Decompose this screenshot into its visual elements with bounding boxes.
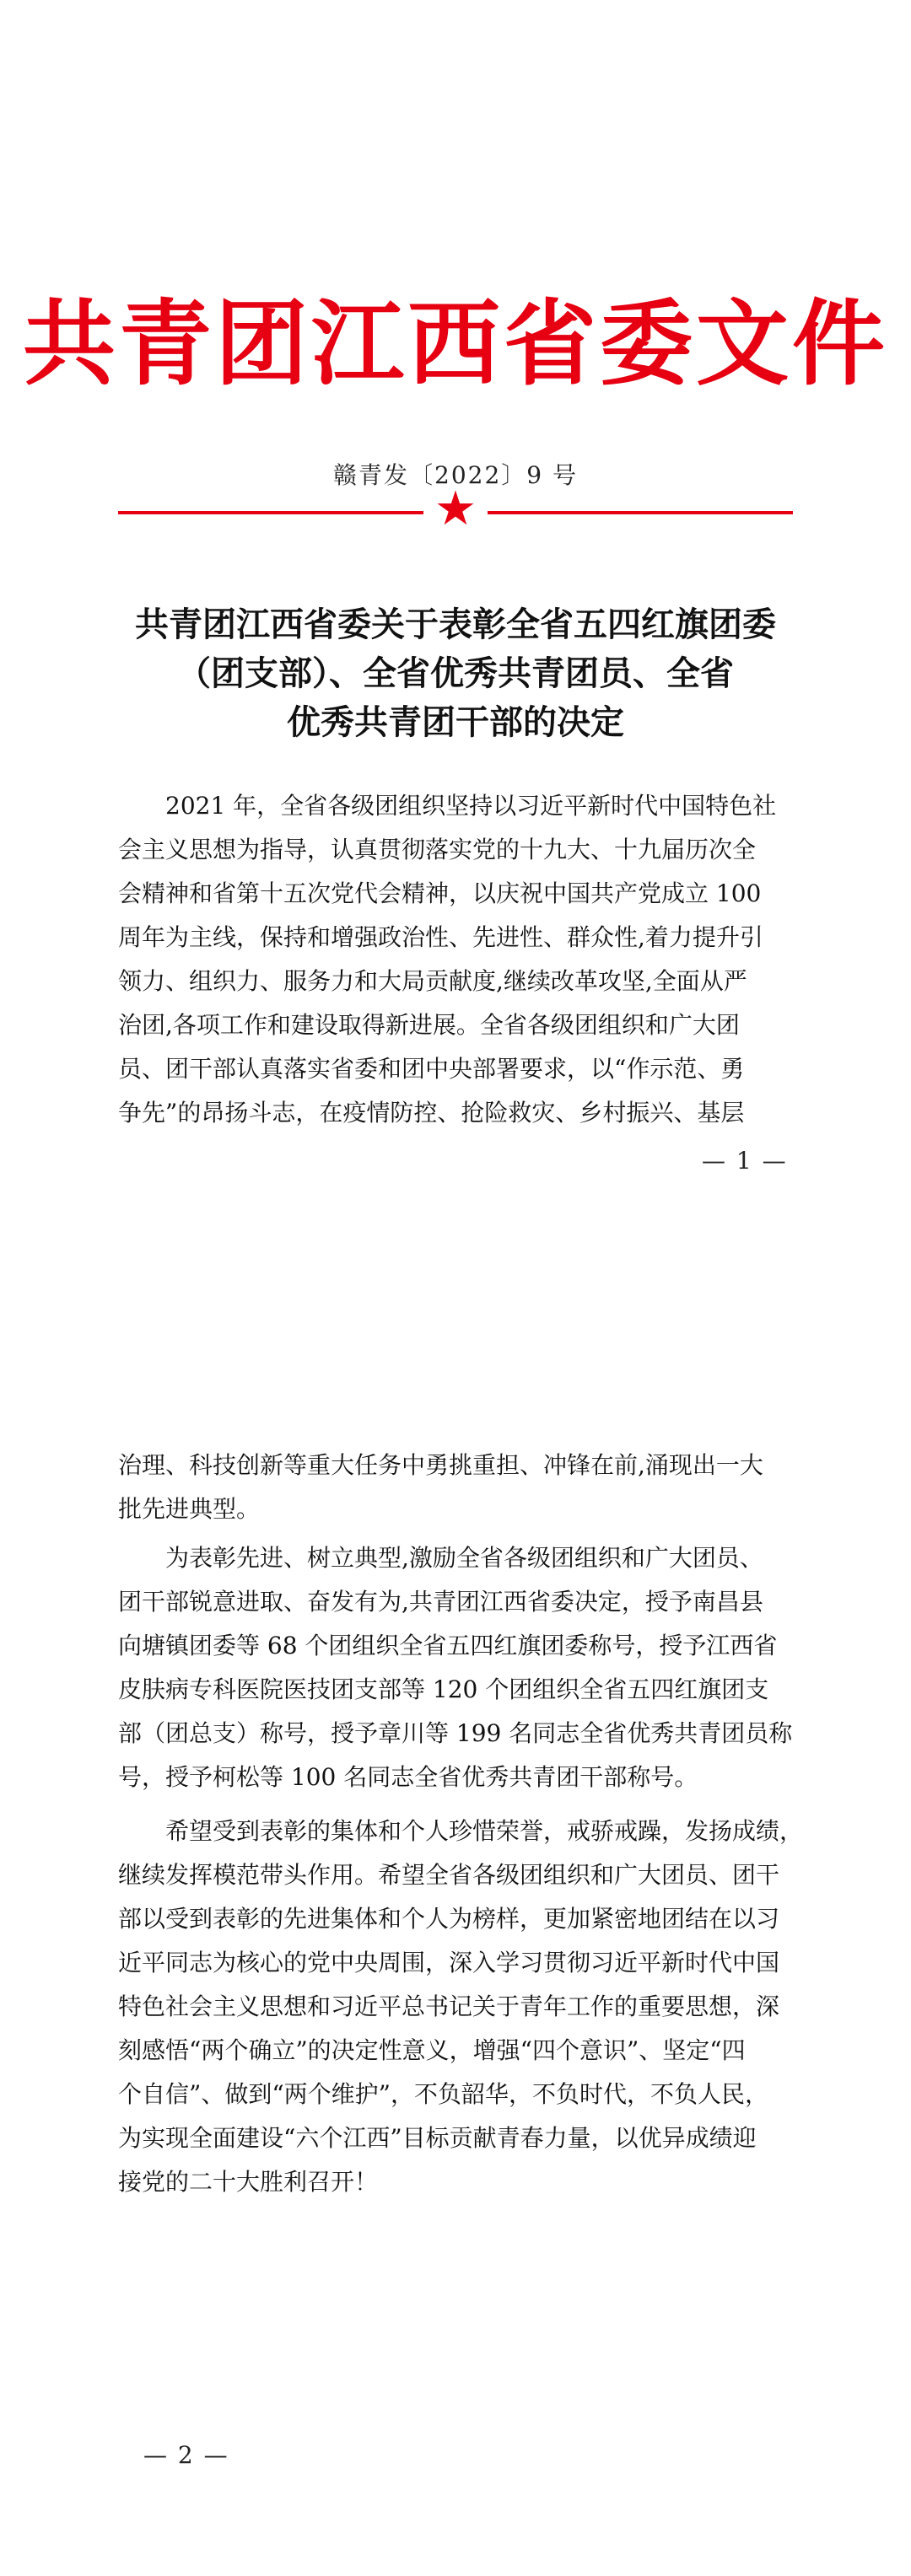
red-rule-right [488,511,793,514]
text-line: 皮肤病专科医院医技团支部等 120 个团组织全省五四红旗团支 [118,1675,769,1703]
text-line: 会主义思想为指导，认真贯彻落实党的十九大、十九届历次全 [118,836,757,863]
text-line: 2021 年，全省各级团组织坚持以习近平新时代中国特色社 [165,792,777,820]
document-number: 赣青发〔2022〕9 号 [333,461,578,489]
document-title [118,600,793,747]
text-line: 部以受到表彰的先进集体和个人为榜样，更加紧密地团结在以习 [118,1905,780,1933]
text-line: 争先”的昂扬斗志，在疫情防控、抢险救灾、乡村振兴、基层 [118,1099,745,1127]
text-line: 向塘镇团委等 68 个团组织全省五四红旗团委称号，授予江西省 [118,1632,778,1659]
text-line: 部（团总支）称号，授予章川等 199 名同志全省优秀共青团员称 [118,1719,793,1747]
text-line: 会精神和省第十五次党代会精神，以庆祝中国共产党成立 100 [118,879,762,907]
title-line: 共青团江西省委关于表彰全省五四红旗团委 [135,605,776,644]
text-line: 领力、组织力、服务力和大局贡献度,继续改革攻坚,全面从严 [118,967,747,995]
page-number: — 1 — [702,1147,788,1175]
text-line: 周年为主线，保持和增强政治性、先进性、群众性,着力提升引 [118,923,763,951]
text-line: 号，授予柯松等 100 名同志全省优秀共青团干部称号。 [118,1763,698,1791]
text-line: 为实现全面建设“六个江西”目标贡献青春力量，以优异成绩迎 [118,2124,757,2152]
page-number: — 2 — [143,2441,229,2469]
body-paragraph-page1 [118,784,793,1135]
text-line: 希望受到表彰的集体和个人珍惜荣誉，戒骄戒躁，发扬成绩， [165,1817,804,1845]
text-line: 治理、科技创新等重大任务中勇挑重担、冲锋在前,涌现出一大 [118,1451,763,1479]
text-line: 接党的二十大胜利召开！ [118,2168,379,2196]
masthead: 共青团江西省委文件 [23,289,888,398]
text-line: 批先进典型。 [118,1495,261,1523]
text-line: 近平同志为核心的党中央周围，深入学习贯彻习近平新时代中国 [118,1949,780,1976]
star-icon: ★ [434,481,477,536]
title-line: （团支部）、全省优秀共青团员、全省 [177,653,734,693]
red-rule-left [118,511,423,514]
text-line: 员、团干部认真落实省委和团中央部署要求，以“作示范、勇 [118,1055,745,1083]
title-line: 优秀共青团干部的决定 [287,702,624,742]
body-paragraph-award [118,1536,793,1799]
text-line: 特色社会主义思想和习近平总书记关于青年工作的重要思想，深 [118,1993,780,2020]
text-line: 治团,各项工作和建设取得新进展。全省各级团组织和广大团 [118,1011,740,1039]
text-line: 为表彰先进、树立典型,激励全省各级团组织和广大团员、 [165,1544,763,1572]
text-line: 继续发挥模范带头作用。希望全省各级团组织和广大团员、团干 [118,1861,780,1889]
body-paragraph-hope [118,1810,804,2204]
body-paragraph-continued [118,1444,793,1531]
text-line: 刻感悟“两个确立”的决定性意义，增强“四个意识”、坚定“四 [118,2036,746,2064]
text-line: 团干部锐意进取、奋发有为,共青团江西省委决定，授予南昌县 [118,1588,763,1616]
text-line: 个自信”、做到“两个维护”，不负韶华，不负时代，不负人民， [118,2080,768,2108]
